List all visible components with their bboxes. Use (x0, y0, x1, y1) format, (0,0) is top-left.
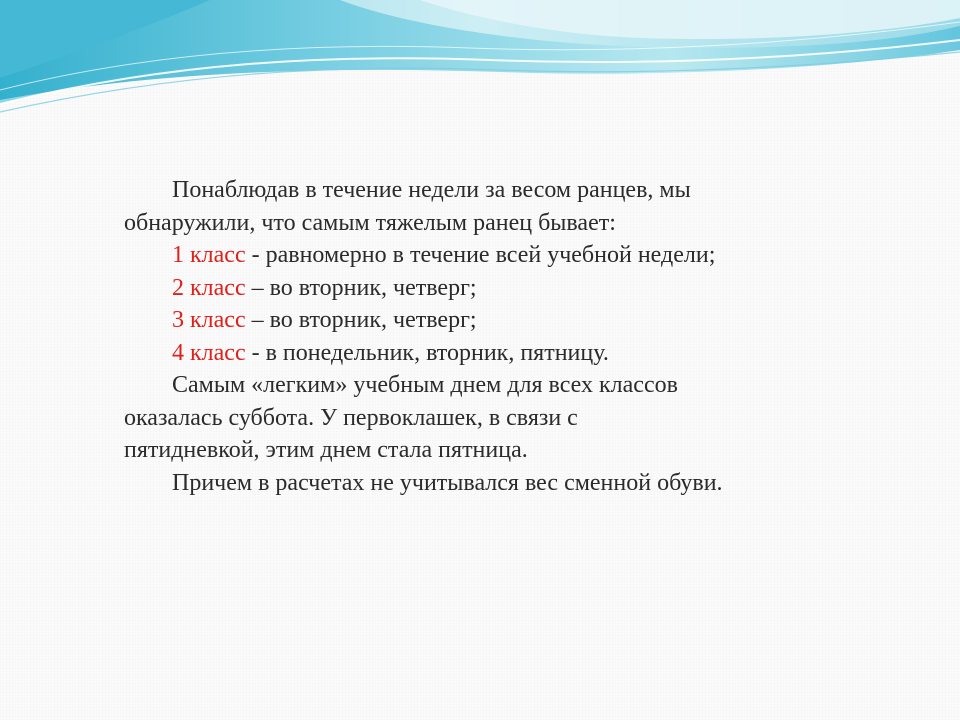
text-body (124, 174, 844, 499)
grade-1-label: 1 класс (172, 242, 246, 268)
decorative-wave-header (0, 0, 960, 130)
paragraph-3-line-1: Причем в расчетах не учитывался вес сменной обуви. (172, 469, 723, 496)
paragraph-2-line-1: Самым «легким» учебным днем для всех классов (172, 372, 678, 398)
grade-1-line (124, 239, 844, 272)
grade-2-label: 2 класс (172, 274, 246, 301)
grade-4-line (124, 337, 844, 370)
paragraph-1-line-2: обнаружили, что самым тяжелым ранец бывает: (124, 209, 616, 236)
grade-3-line (124, 304, 844, 337)
grade-2-text: – во вторник, четверг; (245, 274, 477, 301)
grade-4-label: 4 класс (172, 339, 246, 366)
grade-3-text: – во вторник, четверг; (245, 307, 477, 333)
grade-4-text: - в понедельник, вторник, пятницу. (245, 339, 609, 366)
paragraph-2-line-3: пятидневкой, этим днем стала пятница. (124, 437, 528, 463)
grade-2-line (124, 272, 844, 305)
paragraph-1-line-1: Понаблюдав в течение недели за весом ранцев, мы (172, 177, 691, 203)
paragraph-2-line-2: оказалась суббота. У первоклашек, в связи с (124, 404, 578, 431)
grade-3-label: 3 класс (172, 307, 246, 333)
grade-1-text: - равномерно в течение всей учебной недели; (245, 242, 716, 268)
